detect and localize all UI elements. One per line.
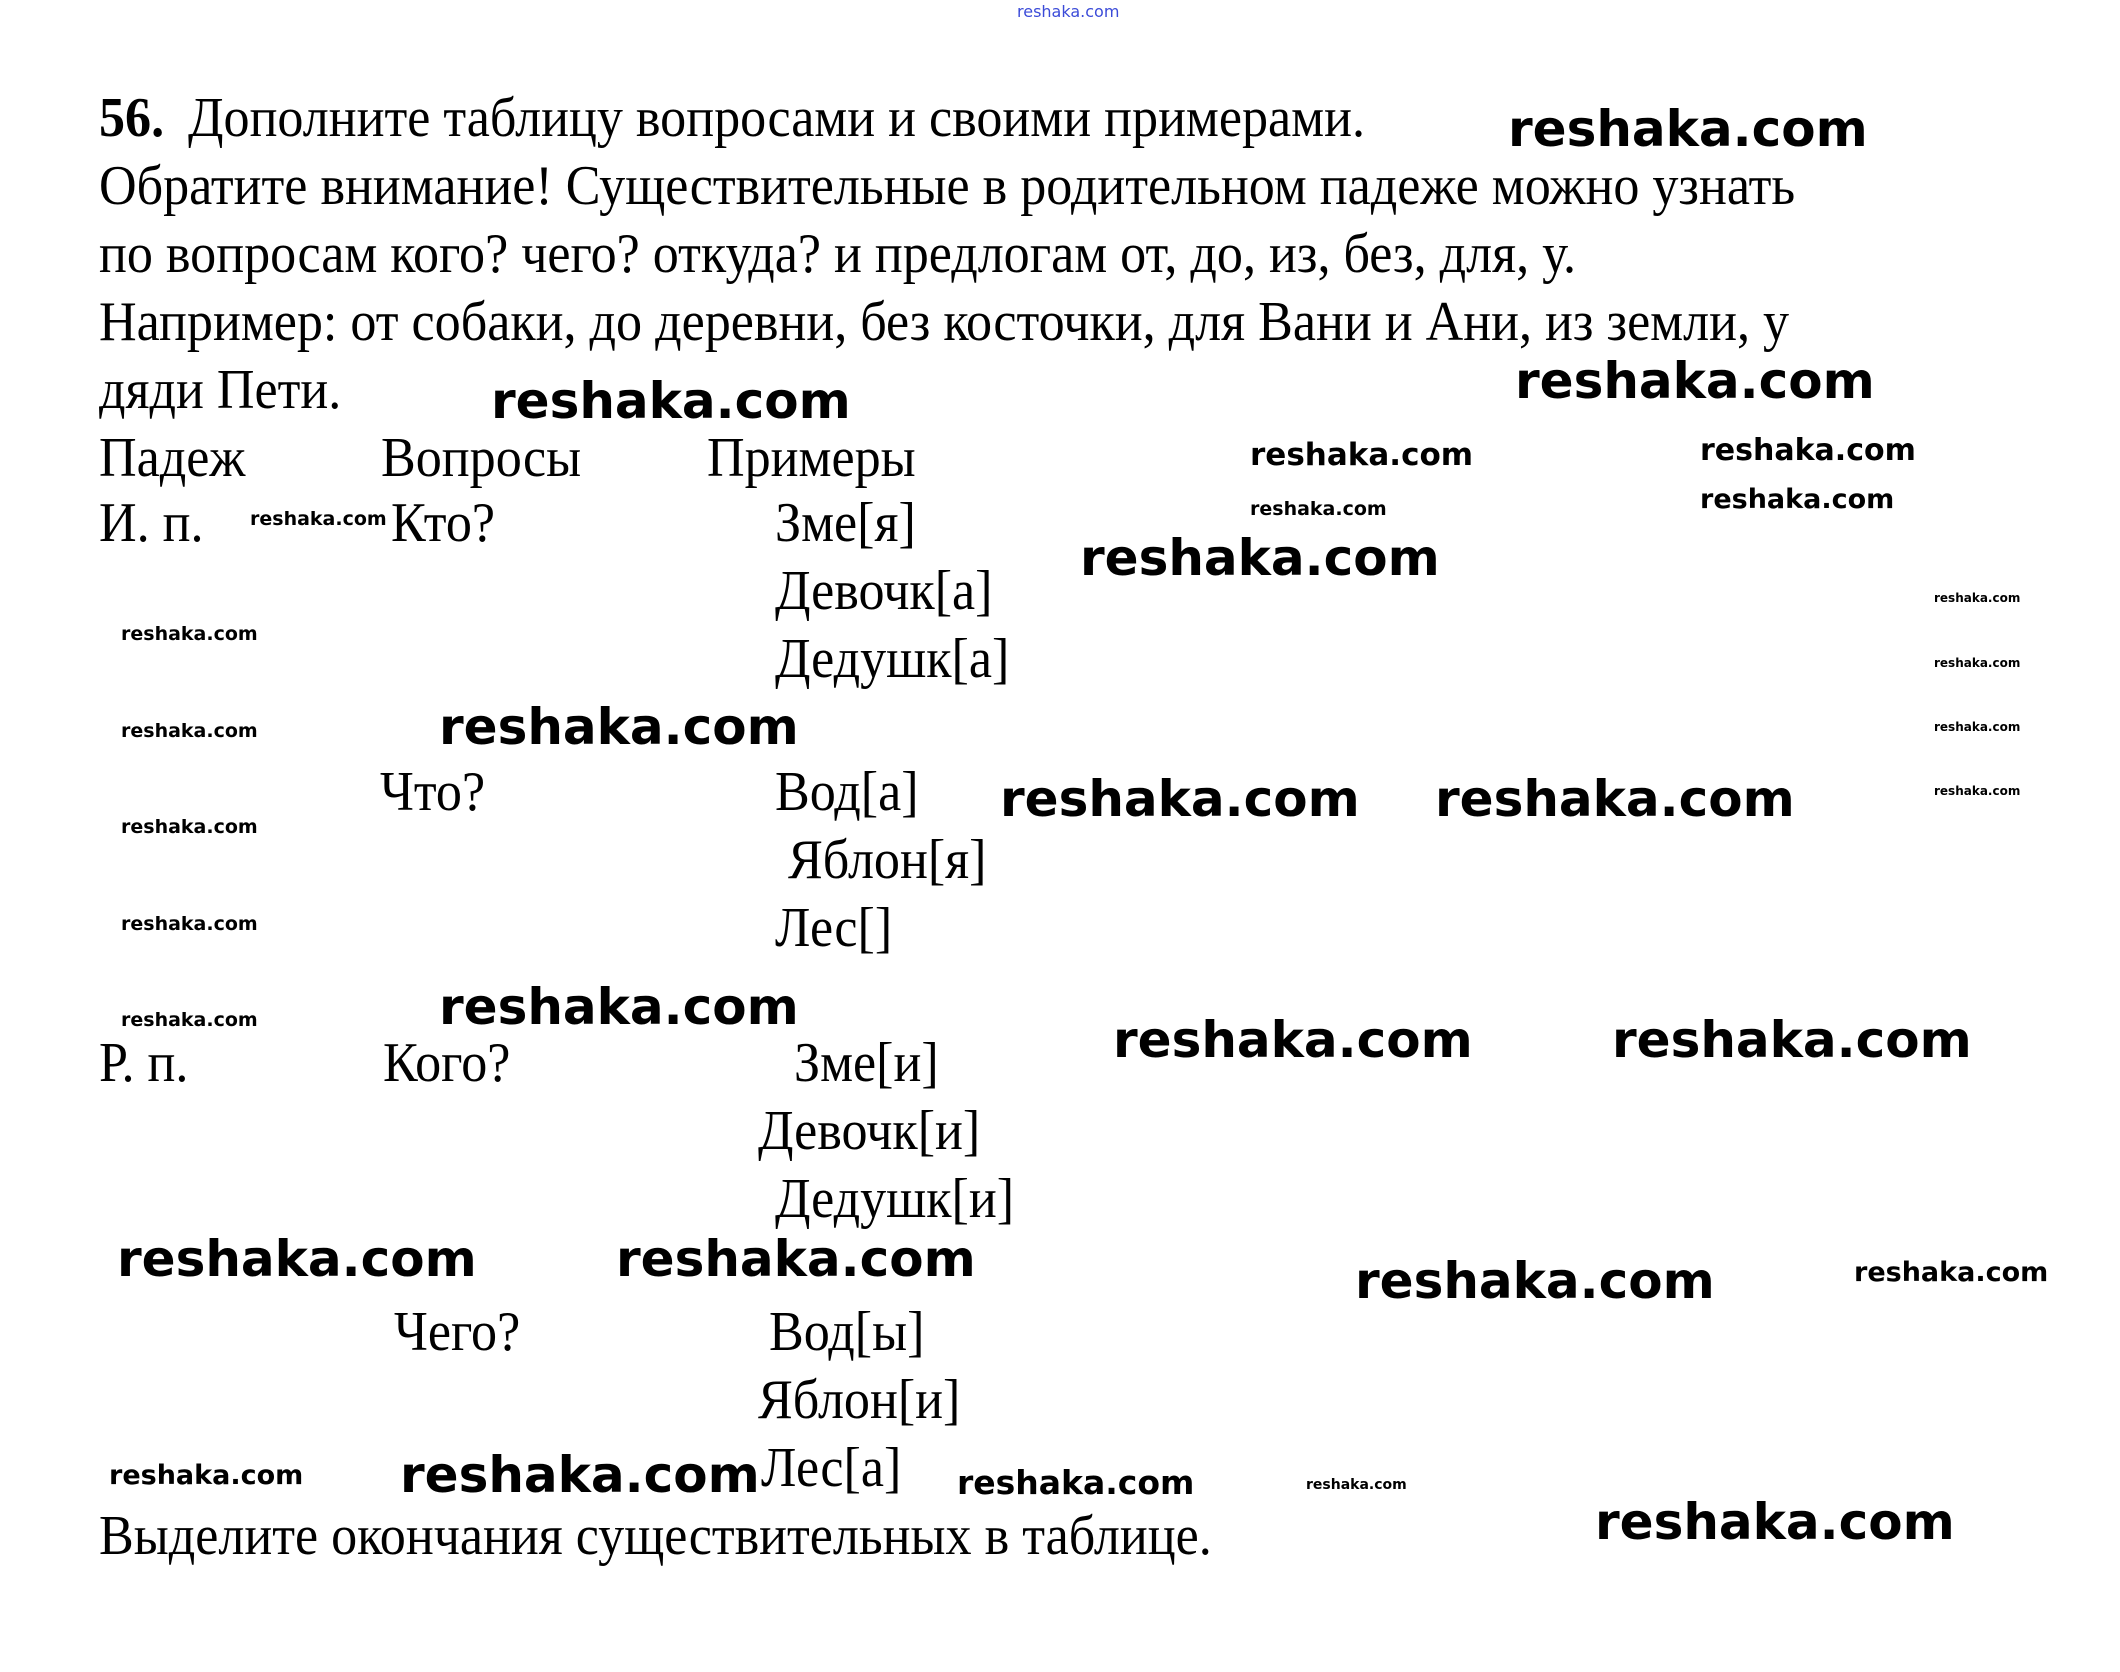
watermark: reshaka.com (1017, 2, 1120, 21)
watermark: reshaka.com (1435, 770, 1795, 828)
watermark: reshaka.com (1934, 720, 2021, 734)
watermark: reshaka.com (1854, 1257, 2049, 1288)
watermark: reshaka.com (1934, 591, 2021, 605)
watermark: reshaka.com (109, 1460, 304, 1491)
example: Лес[] (775, 897, 893, 959)
watermark: reshaka.com (1000, 770, 1360, 828)
task-footer: Выделите окончания существительных в таблице. (99, 1505, 1212, 1567)
example: Лес[а] (761, 1437, 902, 1499)
question: Что? (380, 761, 486, 823)
watermark: reshaka.com (121, 913, 258, 935)
task-number: 56. (99, 87, 165, 149)
example: Девочк[а] (775, 560, 993, 622)
watermark: reshaka.com (439, 978, 799, 1036)
case-label: И. п. (99, 492, 204, 554)
watermark: reshaka.com (1250, 498, 1387, 520)
watermark: reshaka.com (1355, 1252, 1715, 1310)
watermark: reshaka.com (1515, 352, 1875, 410)
task-line: Обратите внимание! Существительные в родительном падеже можно узнать (99, 155, 1796, 217)
example: Зме[и] (794, 1032, 939, 1094)
watermark: reshaka.com (1080, 529, 1440, 587)
question: Кого? (383, 1032, 511, 1094)
task-line: дяди Пети. (99, 359, 342, 421)
watermark: reshaka.com (121, 816, 258, 838)
example: Зме[я] (775, 492, 916, 554)
watermark: reshaka.com (1306, 1477, 1407, 1493)
watermark: reshaka.com (957, 1463, 1195, 1502)
watermark: reshaka.com (1612, 1011, 1972, 1069)
watermark: reshaka.com (491, 372, 851, 430)
example: Вод[ы] (769, 1301, 925, 1363)
watermark: reshaka.com (1250, 437, 1474, 473)
watermark: reshaka.com (439, 698, 799, 756)
example: Дедушк[и] (775, 1168, 1015, 1230)
header-questions: Вопросы (381, 427, 582, 489)
watermark: reshaka.com (250, 508, 387, 530)
question: Чего? (394, 1301, 521, 1363)
example: Яблон[я] (788, 829, 987, 891)
watermark: reshaka.com (400, 1446, 760, 1504)
header-case: Падеж (99, 427, 246, 489)
task-title: Дополните таблицу вопросами и своими примерами. (188, 87, 1366, 149)
watermark: reshaka.com (117, 1230, 477, 1288)
watermark: reshaka.com (1934, 656, 2021, 670)
example: Вод[а] (775, 761, 919, 823)
case-label: Р. п. (99, 1032, 189, 1094)
header-examples: Примеры (707, 427, 916, 489)
example: Дедушк[а] (775, 628, 1010, 690)
watermark: reshaka.com (1700, 433, 1916, 468)
task-line: по вопросам кого? чего? откуда? и предлогам от, до, из, без, для, у. (99, 223, 1576, 285)
watermark: reshaka.com (121, 1009, 258, 1031)
watermark: reshaka.com (616, 1230, 976, 1288)
watermark: reshaka.com (1700, 484, 1895, 515)
watermark: reshaka.com (121, 623, 258, 645)
watermark: reshaka.com (1508, 100, 1868, 158)
watermark: reshaka.com (1113, 1011, 1473, 1069)
question: Кто? (391, 492, 495, 554)
watermark: reshaka.com (121, 720, 258, 742)
watermark: reshaka.com (1934, 784, 2021, 798)
example: Девочк[и] (758, 1100, 981, 1162)
watermark: reshaka.com (1595, 1493, 1955, 1551)
example: Яблон[и] (758, 1369, 961, 1431)
task-line: Например: от собаки, до деревни, без косточки, для Вани и Ани, из земли, у (99, 291, 1790, 353)
